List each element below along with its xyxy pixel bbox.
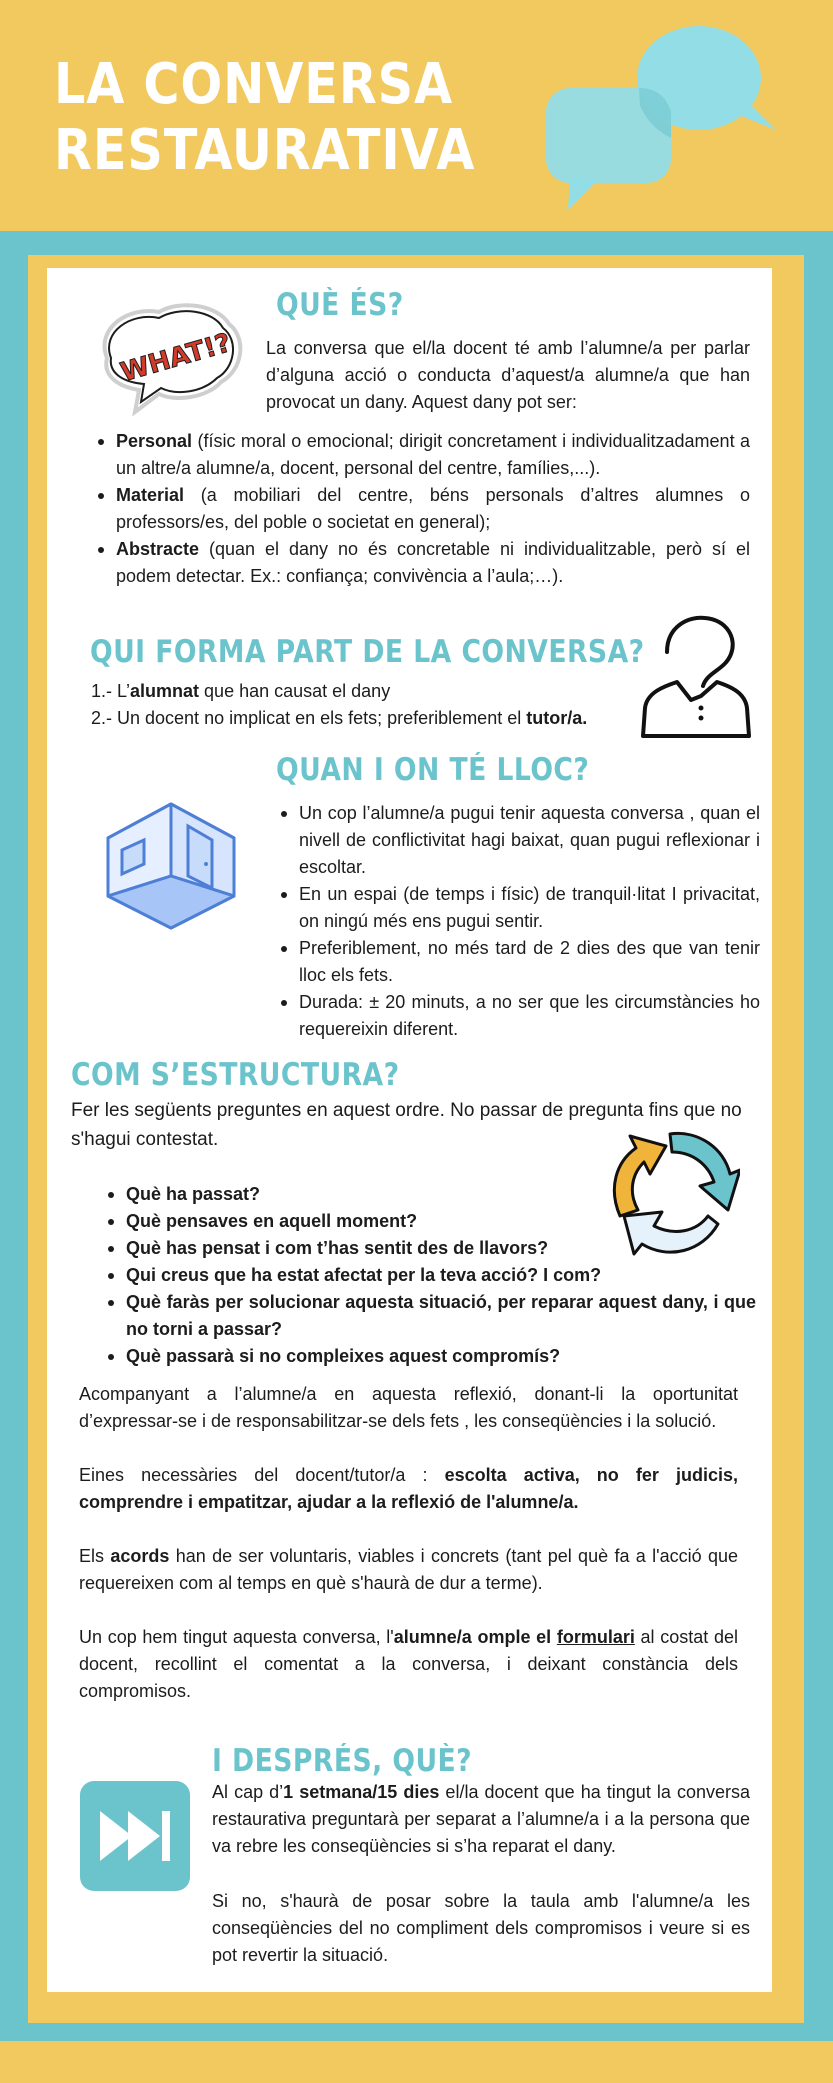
bottom-band <box>0 2041 833 2083</box>
list-item: Què pensaves en aquell moment? <box>106 1208 756 1235</box>
list-item: Preferiblement, no més tard de 2 dies des que van tenir lloc els fets. <box>279 935 760 989</box>
list-item: Un cop l’alumne/a pugui tenir aquesta conversa , quan el nivell de conflictivitat hagi baixat, quan pugui reflexionar i escoltar. <box>279 800 760 881</box>
header-banner <box>0 0 833 231</box>
section-heading-quan-on: QUAN I ON TÉ LLOC? <box>276 752 590 788</box>
section-heading-que-es: QUÈ ÉS? <box>276 287 404 323</box>
damage-types-list <box>96 428 750 590</box>
section-heading-estructura: COM S’ESTRUCTURA? <box>71 1057 400 1093</box>
what-badge-text: WHAT!? <box>117 328 235 389</box>
room-icon <box>104 800 238 932</box>
what-badge-icon <box>89 298 249 416</box>
fast-forward-icon <box>80 1781 190 1891</box>
title-line-1: LA CONVERSA <box>54 52 454 117</box>
participants-list <box>91 678 611 732</box>
estructura-intro: Fer les següents preguntes en aquest ordre. No passar de pregunta fins que no s'hagui contestat. <box>71 1100 742 1150</box>
list-item: Qui creus que ha estat afectat per la teva acció? I com? <box>106 1262 756 1289</box>
tools-paragraph: Eines necessàries del docent/tutor/a : escolta activa, no fer judicis, comprendre i empatitzar, ajudar a la reflexió de l'alumne/a. <box>79 1465 738 1512</box>
question-person-icon <box>637 612 755 740</box>
questions-list <box>106 1181 756 1370</box>
accompany-paragraph: Acompanyant a l’alumne/a en aquesta reflexió, donant-li la oportunitat d’expressar-se i de responsabilitzar-se dels fets , les conseqüències i la solució. <box>79 1384 738 1431</box>
followup-paragraph: Al cap d’1 setmana/15 dies el/la docent que ha tingut la conversa restaurativa preguntarà per separat a l’alumne/a i a la persona que va rebre les conseqüències si s’ha reparat el dany. <box>212 1782 750 1856</box>
consequences-paragraph: Si no, s'haurà de posar sobre la taula amb l'alumne/a les conseqüències del no compliment dels compromisos i veure si es pot revertir la situació. <box>212 1891 750 1965</box>
agreements-paragraph: Els acords han de ser voluntaris, viables i concrets (tant pel què fa a l'acció que requereixen com al temps en què s'haurà de dur a terme). <box>79 1546 738 1593</box>
list-item: En un espai (de temps i físic) de tranquil·litat I privacitat, on ningú més ens pugui sentir. <box>279 881 760 935</box>
section-heading-qui-forma: QUI FORMA PART DE LA CONVERSA? <box>90 634 645 670</box>
list-item: Material (a mobiliari del centre, béns personals d’altres alumnes o professors/es, del poble o societat en general); <box>96 482 750 536</box>
list-item: Personal (físic moral o emocional; dirigit concretament i individualitzadament a un altre/a alumne/a, docent, personal del centre, famílies,...). <box>96 428 750 482</box>
list-item: Què faràs per solucionar aquesta situació, per reparar aquest dany, i que no torni a passar? <box>106 1289 756 1343</box>
speech-bubbles-icon <box>544 18 784 213</box>
list-item: Durada: ± 20 minuts, a no ser que les circumstàncies ho requereixin diferent. <box>279 989 760 1043</box>
page-title <box>54 52 475 184</box>
form-paragraph: Un cop hem tingut aquesta conversa, l'alumne/a omple el formulari al costat del docent, recollint el comentat a la conversa, i deixant constància dels compromisos. <box>79 1627 738 1701</box>
content-card <box>47 268 772 1992</box>
list-item: Abstracte (quan el dany no és concretable ni individualitzable, però sí el podem detectar. Ex.: confiança; convivència a l’aula;…). <box>96 536 750 590</box>
list-item: 1.- L’alumnat que han causat el dany <box>91 681 391 701</box>
list-item: Què has pensat i com t’has sentit des de llavors? <box>106 1235 756 1262</box>
que-es-intro: La conversa que el/la docent té amb l’alumne/a per parlar d’alguna acció o conducta d’aquest/a alumne/a que han provocat un dany. Aquest dany pot ser: <box>266 338 750 412</box>
list-item: Què passarà si no compleixes aquest compromís? <box>106 1343 756 1370</box>
list-item: 2.- Un docent no implicat en els fets; preferiblement el tutor/a. <box>91 708 588 728</box>
list-item: Què ha passat? <box>106 1181 756 1208</box>
section-heading-despres: I DESPRÉS, QUÈ? <box>212 1743 473 1779</box>
form-link[interactable]: formulari <box>556 1627 635 1647</box>
title-line-2: RESTAURATIVA <box>54 118 476 183</box>
when-where-list <box>279 800 760 1043</box>
